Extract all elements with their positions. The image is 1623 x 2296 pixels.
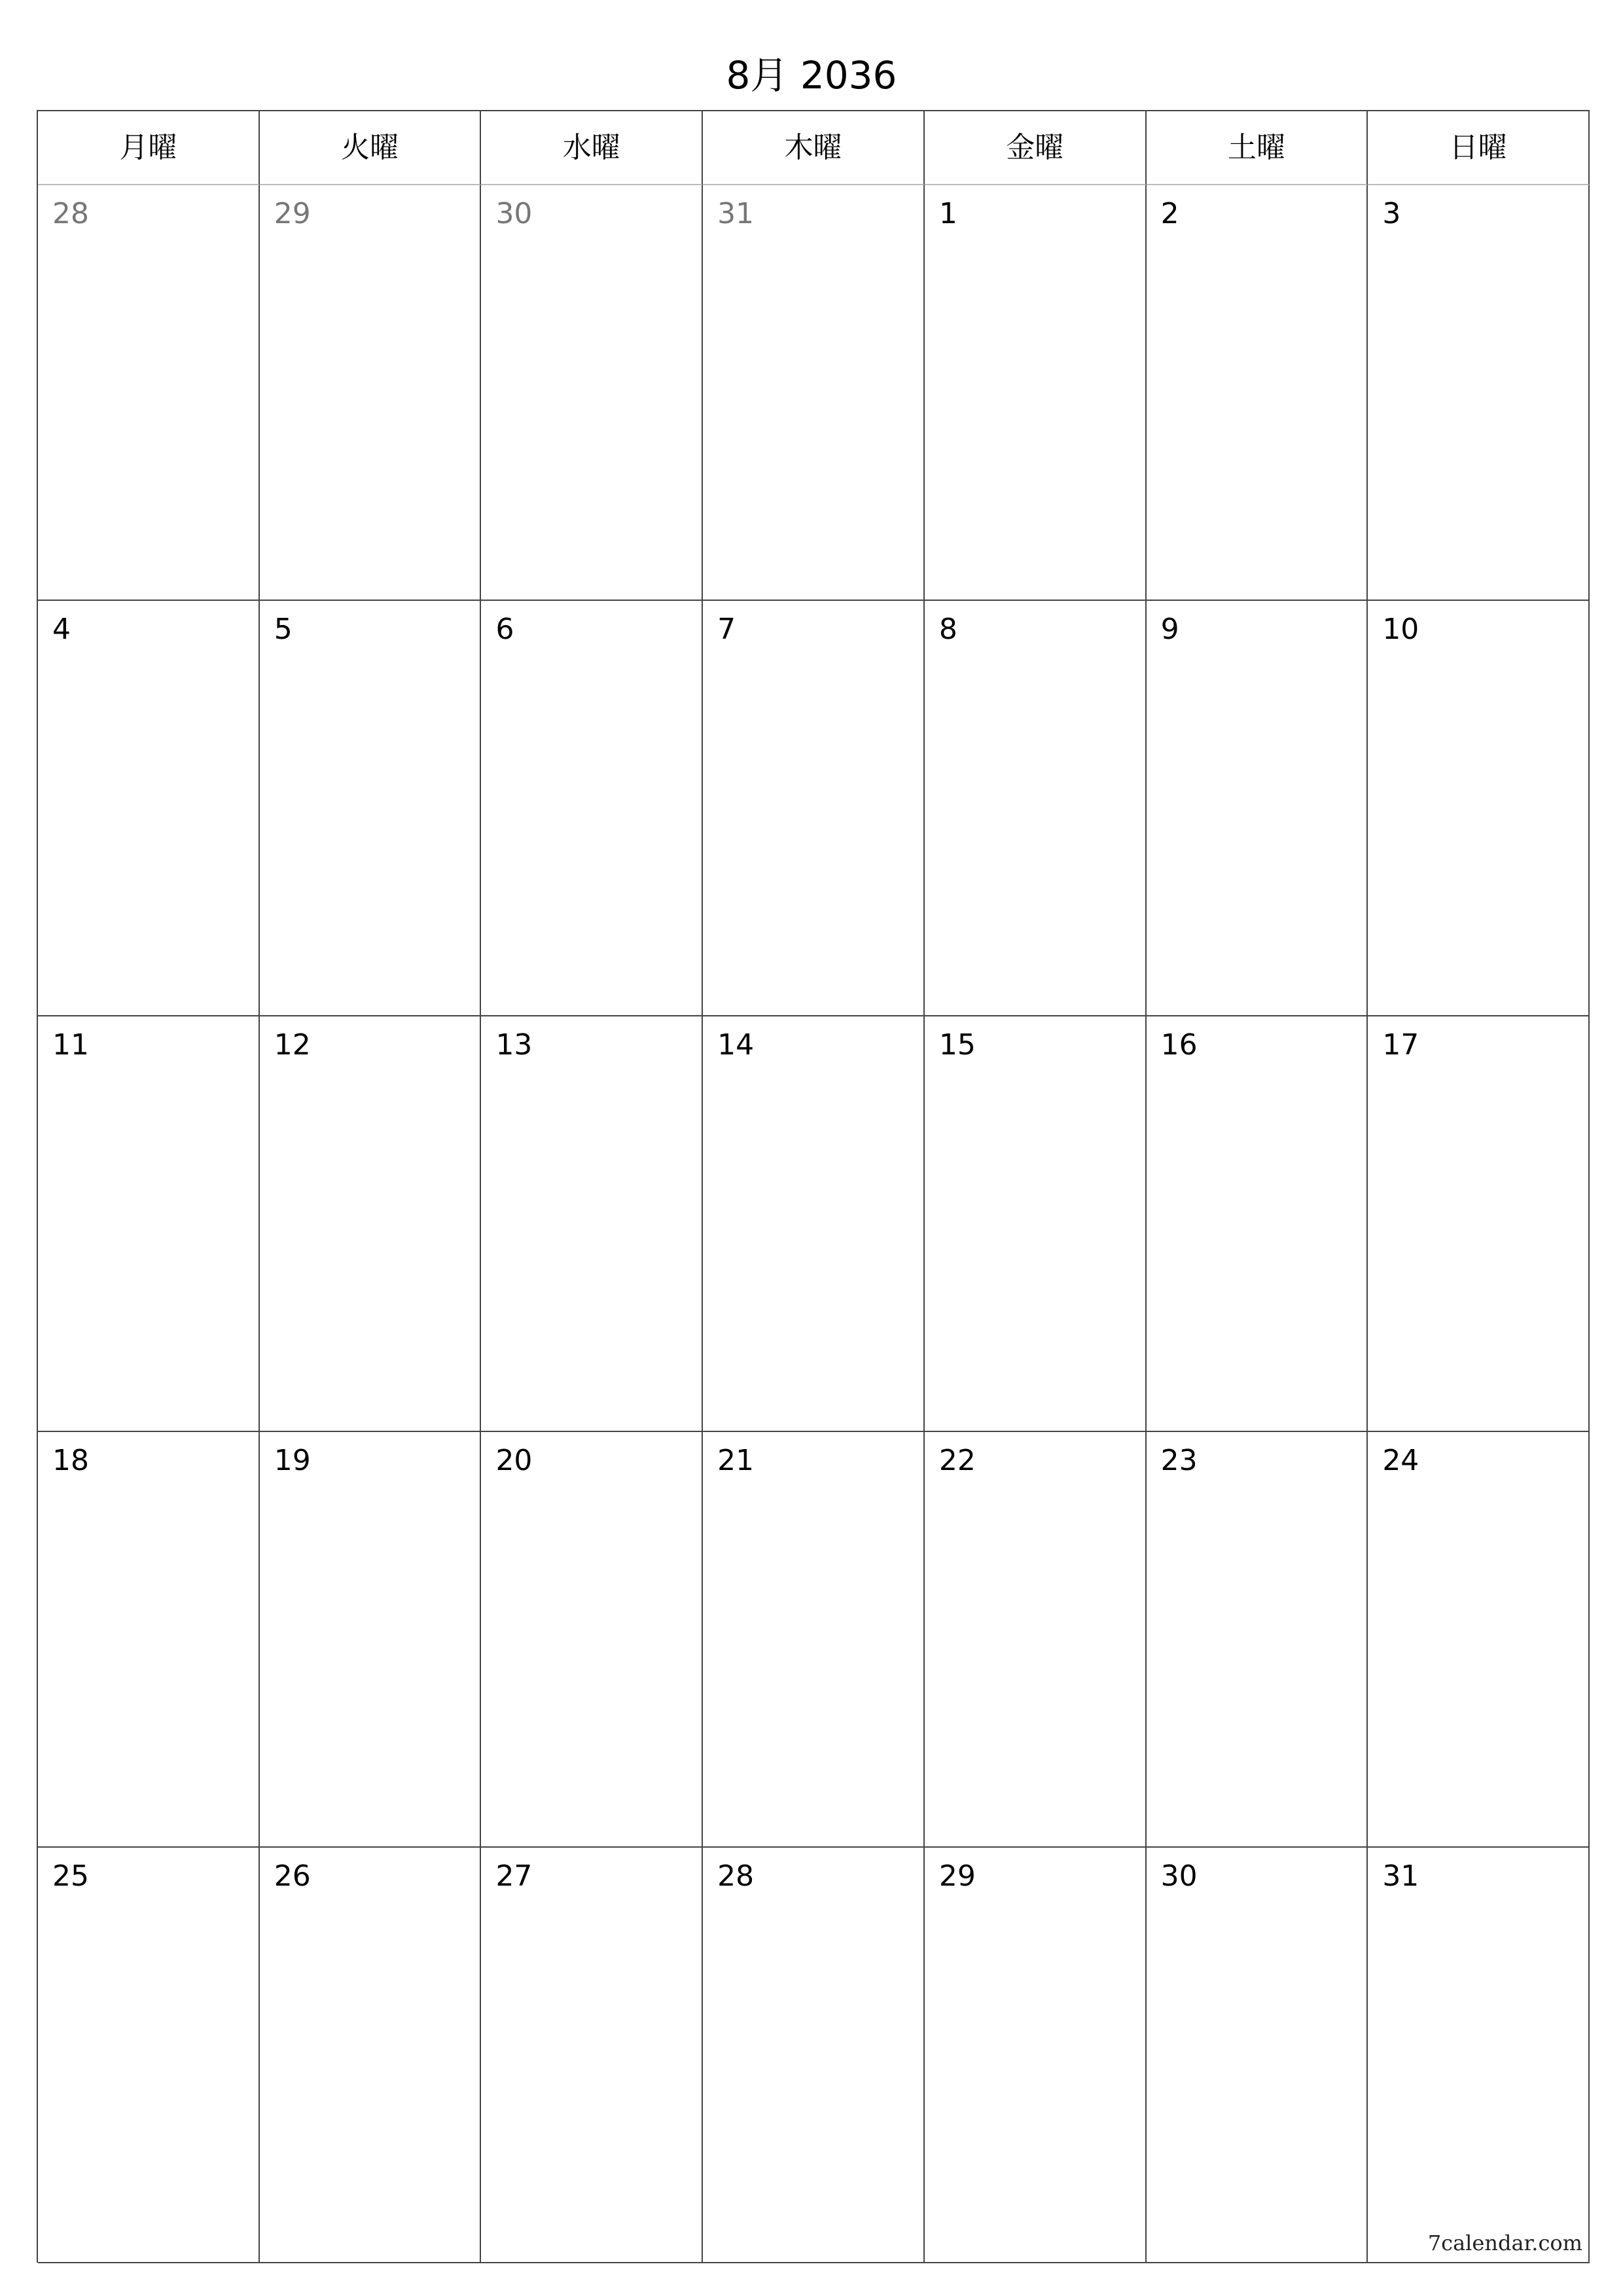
day-number: 21 [717, 1444, 755, 1477]
day-number: 22 [938, 1444, 976, 1477]
weekday-header-saturday: 土曜 [1147, 111, 1368, 185]
day-cell[interactable] [1147, 1432, 1368, 1848]
day-cell[interactable] [260, 601, 482, 1016]
day-number: 3 [1382, 197, 1401, 230]
day-number: 12 [274, 1028, 311, 1062]
weeks-container [38, 185, 1590, 2263]
day-number: 1 [938, 197, 957, 230]
day-cell[interactable] [1147, 601, 1368, 1016]
day-cell[interactable] [38, 185, 260, 601]
page-title: 8月 2036 [726, 53, 897, 98]
day-number: 14 [717, 1028, 755, 1062]
day-number: 20 [495, 1444, 533, 1477]
week-row [38, 185, 1590, 601]
weekday-header-wednesday: 水曜 [481, 111, 703, 185]
day-cell[interactable] [703, 1016, 925, 1432]
day-number: 24 [1382, 1444, 1419, 1477]
day-cell[interactable] [1368, 1016, 1590, 1432]
day-cell[interactable] [1147, 1016, 1368, 1432]
week-row [38, 601, 1590, 1016]
day-number: 29 [938, 1859, 976, 1893]
day-cell[interactable] [481, 601, 703, 1016]
day-number: 17 [1382, 1028, 1419, 1062]
day-cell[interactable] [481, 1016, 703, 1432]
day-number: 7 [717, 613, 736, 646]
day-number: 10 [1382, 613, 1419, 646]
day-number: 13 [495, 1028, 533, 1062]
day-number: 19 [274, 1444, 311, 1477]
day-number: 30 [1160, 1859, 1198, 1893]
day-cell[interactable] [260, 1848, 482, 2263]
day-cell[interactable] [1368, 185, 1590, 601]
day-number: 8 [938, 613, 957, 646]
day-number: 28 [717, 1859, 755, 1893]
day-cell[interactable] [925, 1432, 1147, 1848]
weekday-header-sunday: 日曜 [1368, 111, 1590, 185]
week-row [38, 1848, 1590, 2263]
day-number: 2 [1160, 197, 1179, 230]
day-cell[interactable] [703, 1848, 925, 2263]
day-cell[interactable] [1147, 1848, 1368, 2263]
week-row [38, 1016, 1590, 1432]
day-number: 6 [495, 613, 514, 646]
day-cell[interactable] [1368, 1848, 1590, 2263]
day-number: 11 [52, 1028, 89, 1062]
day-cell[interactable] [38, 1432, 260, 1848]
day-number: 23 [1160, 1444, 1198, 1477]
day-number: 16 [1160, 1028, 1198, 1062]
weekday-header-tuesday: 火曜 [260, 111, 482, 185]
day-number: 15 [938, 1028, 976, 1062]
day-number: 25 [52, 1859, 89, 1893]
week-row [38, 1432, 1590, 1848]
footer-site-link[interactable]: 7calendar.com [1427, 2231, 1582, 2255]
day-cell[interactable] [925, 1016, 1147, 1432]
day-number: 9 [1160, 613, 1179, 646]
day-number-other-month: 29 [274, 197, 311, 230]
day-number: 26 [274, 1859, 311, 1893]
day-number: 4 [52, 613, 71, 646]
day-number: 18 [52, 1444, 89, 1477]
day-cell[interactable] [703, 185, 925, 601]
day-number: 5 [274, 613, 293, 646]
day-number-other-month: 31 [717, 197, 755, 230]
day-cell[interactable] [260, 185, 482, 601]
day-cell[interactable] [925, 185, 1147, 601]
day-cell[interactable] [38, 1016, 260, 1432]
weekday-header-monday: 月曜 [38, 111, 260, 185]
day-number: 27 [495, 1859, 533, 1893]
day-cell[interactable] [481, 185, 703, 601]
calendar-grid [37, 110, 1590, 2263]
day-number-other-month: 30 [495, 197, 533, 230]
day-cell[interactable] [703, 601, 925, 1016]
weekday-header-thursday: 木曜 [703, 111, 925, 185]
day-number: 31 [1382, 1859, 1419, 1893]
weekday-header-row [38, 111, 1590, 185]
day-cell[interactable] [481, 1848, 703, 2263]
day-cell[interactable] [1368, 601, 1590, 1016]
day-cell[interactable] [38, 601, 260, 1016]
day-number-other-month: 28 [52, 197, 89, 230]
day-cell[interactable] [703, 1432, 925, 1848]
day-cell[interactable] [260, 1016, 482, 1432]
day-cell[interactable] [925, 1848, 1147, 2263]
day-cell[interactable] [1368, 1432, 1590, 1848]
day-cell[interactable] [1147, 185, 1368, 601]
day-cell[interactable] [260, 1432, 482, 1848]
day-cell[interactable] [38, 1848, 260, 2263]
day-cell[interactable] [925, 601, 1147, 1016]
weekday-header-friday: 金曜 [925, 111, 1147, 185]
day-cell[interactable] [481, 1432, 703, 1848]
